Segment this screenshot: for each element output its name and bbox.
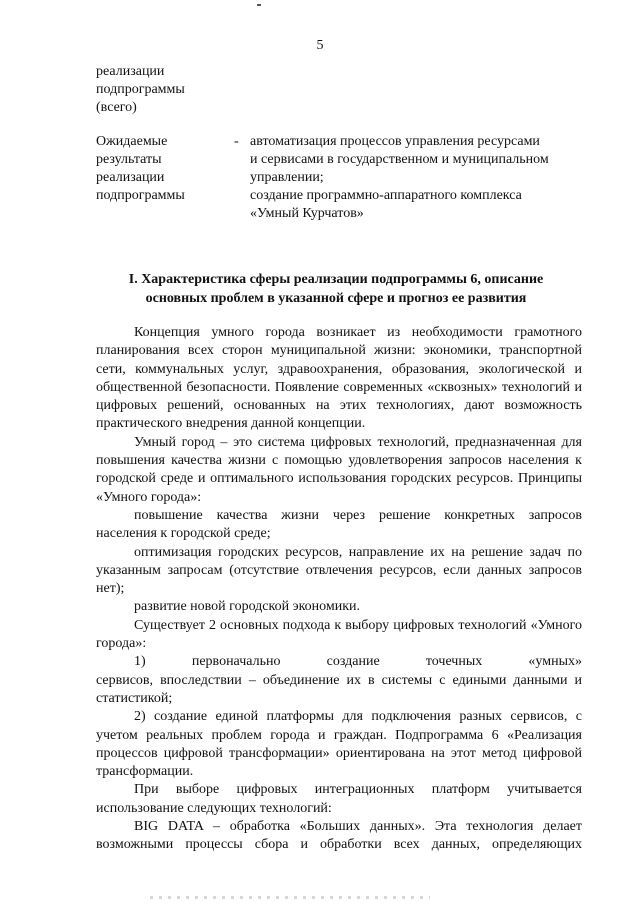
principle-item: оптимизация городских ресурсов, направление их на решение задач по указанным запросам (отсутствие отвлечения ресурсов, если данных запросов нет);	[96, 544, 582, 597]
results-label-line: реализации	[96, 170, 165, 185]
approach-1-word: создание	[326, 654, 380, 670]
approach-1-rest: сервисов, впоследствии – объединение их в системы с едиными данными и статистикой;	[96, 672, 582, 706]
funding-label	[96, 63, 185, 117]
approach-1-word: точечных	[425, 654, 483, 670]
results-value	[250, 133, 595, 223]
funding-label-line: (всего)	[96, 100, 137, 115]
results-label-line: Ожидаемые	[96, 134, 168, 149]
approach-2: 2) создание единой платформы для подключения разных сервисов, с учетом реальных проблем города и граждан. Подпрограмма 6 «Реализация процессов цифровой трансформации» ориентирована на этот метод цифровой трансформации.	[96, 709, 582, 780]
funding-label-line: подпрограммы	[96, 82, 185, 97]
results-value-line: «Умный Курчатов»	[250, 206, 364, 221]
section-body	[96, 324, 582, 855]
results-value-line: автоматизация процессов управления ресурсами	[250, 134, 540, 149]
paragraph: При выборе цифровых интеграционных платформ учитывается использование следующих технологий:	[96, 782, 582, 816]
section-heading-line: I. Характеристика сферы реализации подпрограммы 6, описание	[128, 272, 544, 287]
results-label-line: подпрограммы	[96, 188, 185, 203]
paragraph: Умный город – это система цифровых технологий, предназначенная для повышения качества жизни с помощью удовлетворения запросов населения к городской среде и оптимального использования городских ресурсов. Принципы «Умного города»:	[96, 434, 582, 505]
scan-mark	[257, 4, 261, 6]
scan-artifact	[150, 896, 430, 899]
big-data-line: BIG DATA – обработка «Больших данных». Эта технология делает	[134, 819, 582, 835]
paragraph: Существует 2 основных подхода к выбору цифровых технологий «Умного города»:	[96, 617, 582, 652]
results-value-line: создание программно-аппаратного комплекса	[250, 188, 522, 203]
approach-1-first-line	[96, 653, 582, 671]
results-label	[96, 133, 185, 205]
results-value-line: управлении;	[250, 170, 324, 185]
approach-1-word: 1)	[134, 654, 146, 670]
funding-label-line: реализации	[96, 64, 165, 79]
results-value-line: и сервисами в государственном и муниципальном	[250, 152, 549, 167]
page-number: 5	[316, 38, 324, 53]
results-dash: -	[234, 134, 239, 149]
paragraph: Концепция умного города возникает из необходимости грамотного планирования всех сторон муниципальной жизни: экономики, транспортной сети, коммунальных услуг, здравоохранения, образования, экологической и общественной безопасности. Появление современных «сквозных» технологий и цифровых решений, основанных на этих технологиях, дают возможность практического внедрения данной концепции.	[96, 325, 582, 432]
principle-item: развитие новой городской экономики.	[134, 599, 361, 615]
section-heading-line: основных проблем в указанной сфере и прогноз ее развития	[145, 291, 527, 306]
principle-item: повышение качества жизни через решение конкретных запросов населения к городской среде;	[96, 507, 582, 542]
section-heading	[90, 270, 582, 308]
approach-1-word: первоначально	[191, 654, 281, 670]
big-data-line: возможными процессы сбора и обработки всех данных, определяющих	[96, 837, 582, 853]
approach-1-word: «умных»	[528, 654, 582, 670]
results-label-line: результаты	[96, 152, 162, 167]
